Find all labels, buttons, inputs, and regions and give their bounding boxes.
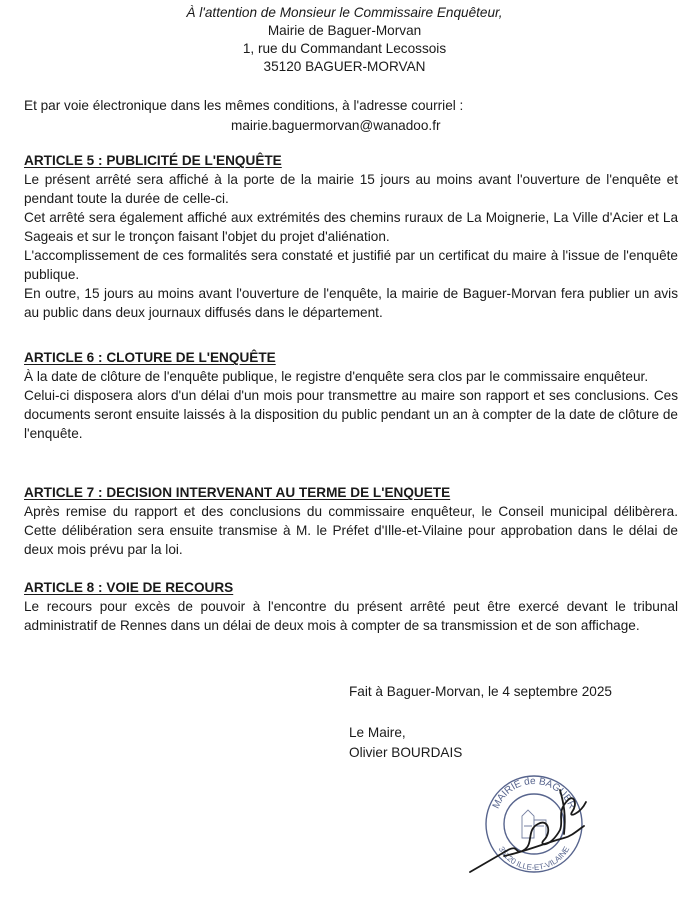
article-paragraph: Après remise du rapport et des conclusions du commissaire enquêteur, le Conseil municipal délibèrera. Cette délibération sera ensuite transmise à M. le Préfet d'Ille-et-Vilaine pour approbation dans le délai de deux mois prévu par la loi.: [24, 504, 678, 557]
stamp-bottom-text: 35120 ILLE-ET-VILAINE: [496, 844, 572, 873]
article-6: [24, 348, 678, 443]
article-paragraph: Celui-ci disposera alors d'un délai d'un mois pour transmettre au maire son rapport et ses conclusions. Ces documents seront ensuite laissés à la disposition du public pendant un an à compter de la date de clôture de l'enquête.: [24, 388, 678, 441]
email-intro: Et par voie électronique dans les mêmes conditions, à l'adresse courriel :: [24, 98, 464, 113]
email-block: [24, 96, 674, 136]
article-heading: [24, 483, 678, 502]
article-paragraph: Le recours pour excès de pouvoir à l'encontre du présent arrêté peut être exercé devant le tribunal administratif de Rennes dans un délai de deux mois à compter de sa transmission et de son affichage.: [24, 599, 678, 633]
signature-block: [349, 682, 669, 763]
recipient-address: [0, 4, 689, 76]
address-line-street: 1, rue du Commandant Lecossois: [242, 41, 447, 56]
stamp-top-text: MAIRIE de BAGUER: [490, 775, 578, 811]
article-heading-text: ARTICLE 8 : VOIE DE RECOURS: [24, 580, 234, 595]
article-paragraph: L'accomplissement de ces formalités sera constaté et justifié par un certificat du maire à l'issue de l'enquête publique.: [24, 248, 678, 282]
article-paragraph: En outre, 15 jours au moins avant l'ouverture de l'enquête, la mairie de Baguer-Morvan fera publier un avis au public dans deux journaux diffusés dans le département.: [24, 286, 678, 320]
article-heading-text: ARTICLE 7 : DECISION INTERVENANT AU TERME DE L'ENQUETE: [24, 485, 451, 500]
article-heading: [24, 348, 678, 367]
signatory-name: Olivier BOURDAIS: [349, 745, 463, 760]
address-line-attention: À l'attention de Monsieur le Commissaire Enquêteur,: [186, 5, 503, 20]
article-paragraph: Cet arrêté sera également affiché aux extrémités des chemins ruraux de La Moignerie, La Ville d'Acier et La Sageais et sur le tronçon faisant l'objet du projet d'aliénation.: [24, 210, 678, 244]
email-address: mairie.baguermorvan@wanadoo.fr: [231, 118, 441, 133]
signatory-title: Le Maire,: [349, 725, 406, 740]
article-paragraph: À la date de clôture de l'enquête publique, le registre d'enquête sera clos par le commissaire enquêteur.: [24, 369, 649, 384]
article-5: [24, 151, 678, 322]
signature-date-place: Fait à Baguer-Morvan, le 4 septembre 2025: [349, 684, 612, 699]
article-heading: [24, 578, 678, 597]
article-heading-text: ARTICLE 6 : CLOTURE DE L'ENQUÊTE: [24, 350, 276, 365]
address-line-city: 35120 BAGUER-MORVAN: [263, 59, 426, 74]
article-heading: [24, 151, 678, 170]
article-7: [24, 483, 678, 559]
address-line-mairie: Mairie de Baguer-Morvan: [267, 23, 422, 38]
article-heading-text: ARTICLE 5 : PUBLICITÉ DE L'ENQUÊTE: [24, 153, 282, 168]
mairie-stamp-signature-icon: [464, 760, 604, 880]
article-8: [24, 578, 678, 635]
article-paragraph: Le présent arrêté sera affiché à la porte de la mairie 15 jours au moins avant l'ouverture de l'enquête et pendant toute la durée de celle-ci.: [24, 172, 678, 206]
